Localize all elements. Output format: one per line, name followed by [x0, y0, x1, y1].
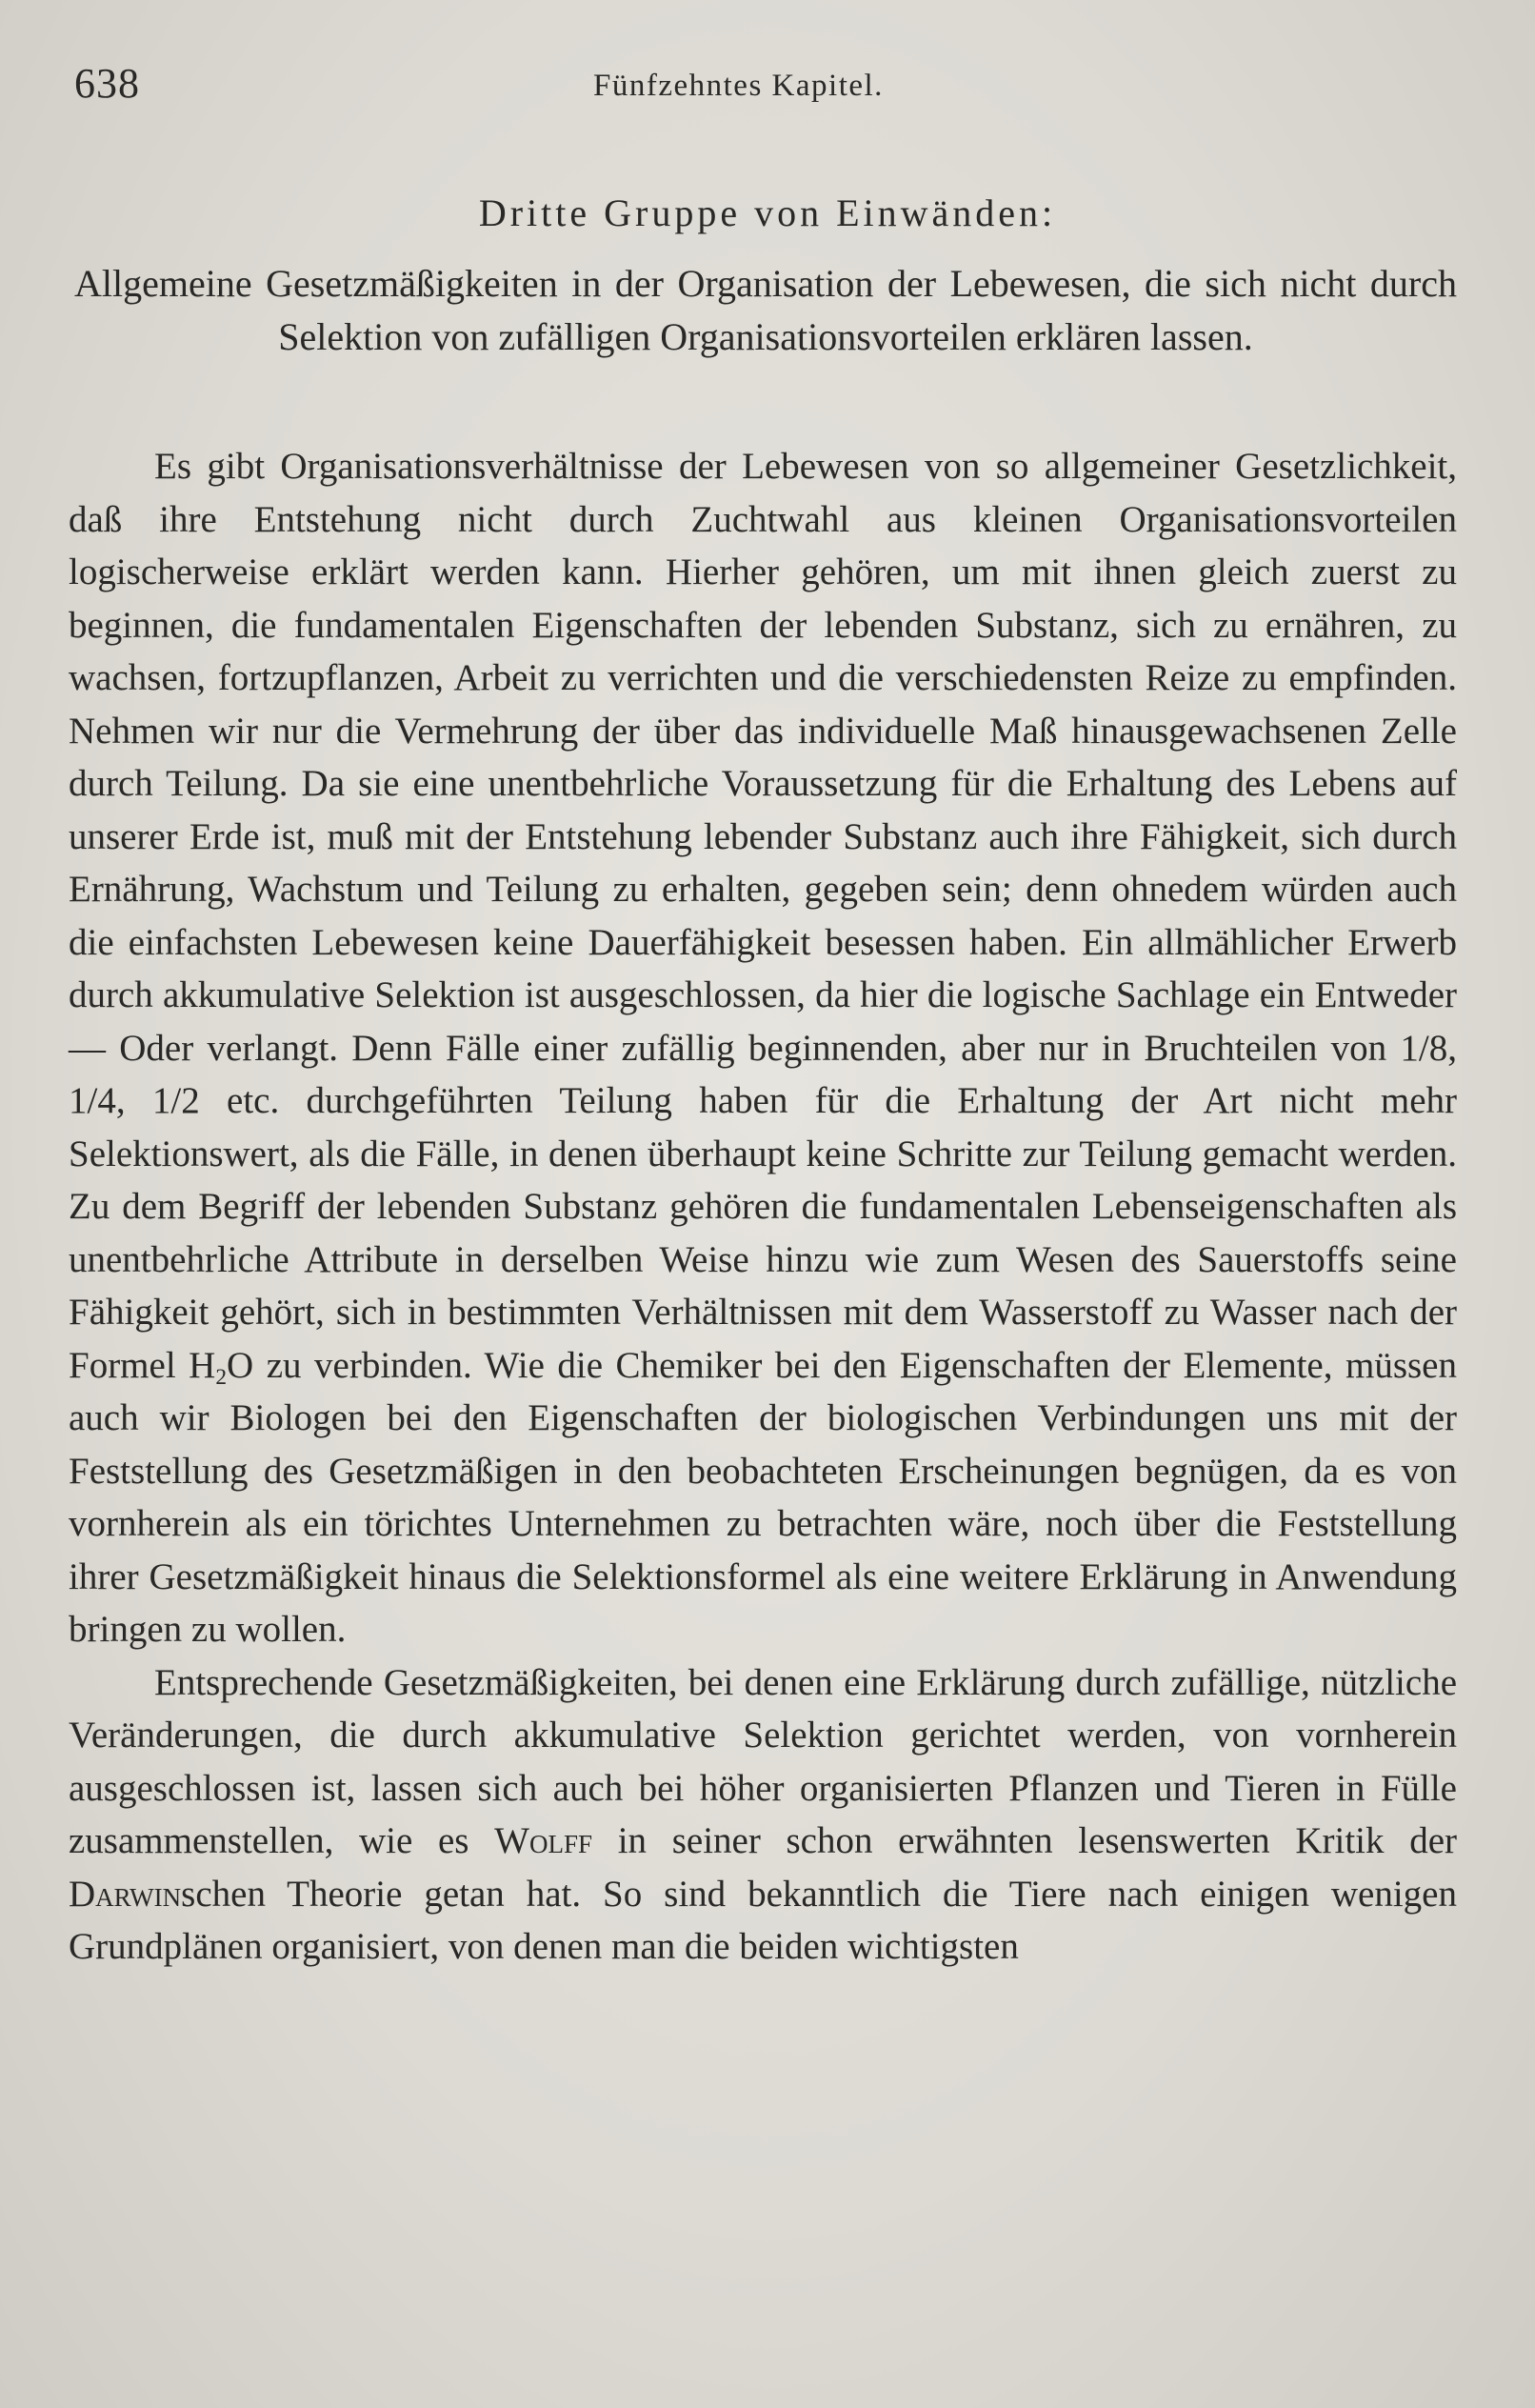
- section-subtitle: Allgemeine Gesetzmäßigkeiten in der Organisation der Lebewesen, die sich nicht durch Selektion von zufälligen Organisationsvorteilen erklären lassen.: [74, 262, 1457, 358]
- paragraph-2: [69, 1656, 1457, 1974]
- page-header: [74, 59, 1465, 116]
- formula-subscript: 2: [215, 1364, 228, 1390]
- author-name-darwin: Darwin: [69, 1873, 182, 1915]
- formula-o: O: [227, 1344, 254, 1386]
- paragraph-2-text-a: Entsprechende Gesetzmäßigkeiten, bei denen eine Erklärung durch zufällige, nützliche Veränderungen, die durch akkumulative Selektion gerichtet werden, von vornherein ausgeschlossen ist, lassen sich auch bei höher organisierten Pflanzen und Tieren in Fülle zusammenstellen, wie es: [69, 1661, 1457, 1861]
- page-number: 638: [74, 60, 140, 107]
- section-title: Dritte Gruppe von Einwänden:: [478, 191, 1057, 234]
- author-name-wolff: Wolff: [494, 1820, 593, 1861]
- fraction-eighth: 1/8: [1400, 1027, 1448, 1069]
- paragraph-1-text-b: etc. durchgeführten Teilung haben für die Erhaltung der Art nicht mehr Selektionswert, als die Fälle, in denen überhaupt keine Schritte zur Teilung gemacht werden. Zu dem Begriff der lebenden Substanz gehören die fundamentalen Lebenseigenschaften als unentbehrliche Attribute in derselben Weise hinzu wie zum Wesen des Sauerstoffs seine Fähigkeit gehört, sich in bestimmten Verhältnissen mit dem Wasserstoff zu Wasser nach der Formel: [69, 1080, 1458, 1386]
- body-text: [69, 440, 1457, 1974]
- paragraph-1-text-c: zu verbinden. Wie die Chemiker bei den Eigenschaften der Elemente, müssen auch wir Biologen bei den Eigenschaften der biologischen Verbindungen uns mit der Feststellung des Gesetzmäßigen in den beobachteten Erscheinungen begnügen, da es von vornherein als ein törichtes Unternehmen zu betrachten wäre, noch über die Feststellung ihrer Gesetzmäßigkeit hinaus die Selektionsformel als eine weitere Erklärung in Anwendung bringen zu wollen.: [69, 1344, 1457, 1650]
- fraction-quarter: 1/4: [69, 1080, 116, 1121]
- paragraph-1: Es gibt Organisationsverhältnisse der Lebewesen von so allgemeiner Gesetzlichkeit, daß ihre Entstehung nicht durch Zuchtwahl aus kleinen Organisationsvorteilen logischerweise erklärt werden kann. Hierher gehören, um mit ihnen gleich zuerst zu beginnen, die fundamentalen Eigenschaften der lebenden Substanz, sich zu ernähren, zu wachsen, fortzupflanzen, Arbeit zu verrichten und die verschiedensten Reize zu empfinden. Nehmen wir nur die Vermehrung der über das individuelle Maß hinausgewachsenen Zelle durch Teilung. Da sie eine unentbehrliche Voraussetzung für die Erhaltung des Lebens auf unserer Erde ist, muß mit der Entstehung lebender Substanz auch ihre Fähigkeit, sich durch Ernährung, Wachstum und Teilung zu erhalten, gegeben sein; denn ohnedem würden auch die einfachsten Lebewesen keine Dauerfähigkeit besessen haben. Ein allmählicher Erwerb durch akkumulative Selektion ist ausgeschlossen, da hier die logische Sachlage ein Entweder — Oder verlangt. Denn Fälle einer zufällig beginnenden, aber nur in Bruchteilen von 1/8, 1/4, 1/2 etc. durchgeführten Teilung haben für die Erhaltung der Art nicht mehr Selektionswert, als die Fälle, in denen überhaupt keine Schritte zur Teilung gemacht werden. Zu dem Begriff der lebenden Substanz gehören die fundamentalen Lebenseigenschaften als unentbehrliche Attribute in derselben Weise hinzu wie zum Wesen des Sauerstoffs seine Fähigkeit gehört, sich in bestimmten Verhältnissen mit dem Wasserstoff zu Wasser nach der Formel $H_2O$ zu verbinden. Wie die Chemiker bei den Eigenschaften der Elemente, müssen auch wir Biologen bei den Eigenschaften der biologischen Verbindungen uns mit der Feststellung des Gesetzmäßigen in den beobachteten Erscheinungen begnügen, da es von vornherein als ein törichtes Unternehmen zu betrachten wäre, noch über die Feststellung ihrer Gesetzmäßigkeit hinaus die Selektionsformel als eine weitere Erklärung in Anwendung bringen zu wollen.: [69, 446, 1458, 1650]
- fraction-half: 1/2: [151, 1080, 200, 1121]
- paragraph-1-text-a: Es gibt Organisationsverhältnisse der Lebewesen von so allgemeiner Gesetzlichkeit, daß ihre Entstehung nicht durch Zuchtwahl aus kleinen Organisationsvorteilen logischerweise erklärt werden kann. Hierher gehören, um mit ihnen gleich zuerst zu beginnen, die fundamentalen Eigenschaften der lebenden Substanz, sich zu ernähren, zu wachsen, fortzupflanzen, Arbeit zu verrichten und die verschiedensten Reize zu empfinden. Nehmen wir nur die Vermehrung der über das individuelle Maß hinausgewachsenen Zelle durch Teilung. Da sie eine unentbehrliche Voraussetzung für die Erhaltung des Lebens auf unserer Erde ist, muß mit der Entstehung lebender Substanz auch ihre Fähigkeit, sich durch Ernährung, Wachstum und Teilung zu erhalten, gegeben sein; denn ohnedem würden auch die einfachsten Lebewesen keine Dauerfähigkeit besessen haben. Ein allmählicher Erwerb durch akkumulative Selektion ist ausgeschlossen, da hier die logische Sachlage ein Entweder — Oder verlangt. Denn Fälle einer zufällig beginnenden, aber nur in Bruchteilen von: [69, 446, 1457, 1069]
- paragraph-2-text-c: schen Theorie getan hat. So sind bekanntlich die Tiere nach einigen wenigen Grundplänen organisiert, von denen man die beiden wichtigsten: [69, 1873, 1457, 1967]
- running-head: Fünfzehntes Kapitel.: [593, 69, 884, 103]
- paragraph-2-text-b: in seiner schon erwähnten lesenswerten Kritik der: [592, 1820, 1457, 1861]
- formula-h: H: [189, 1344, 216, 1386]
